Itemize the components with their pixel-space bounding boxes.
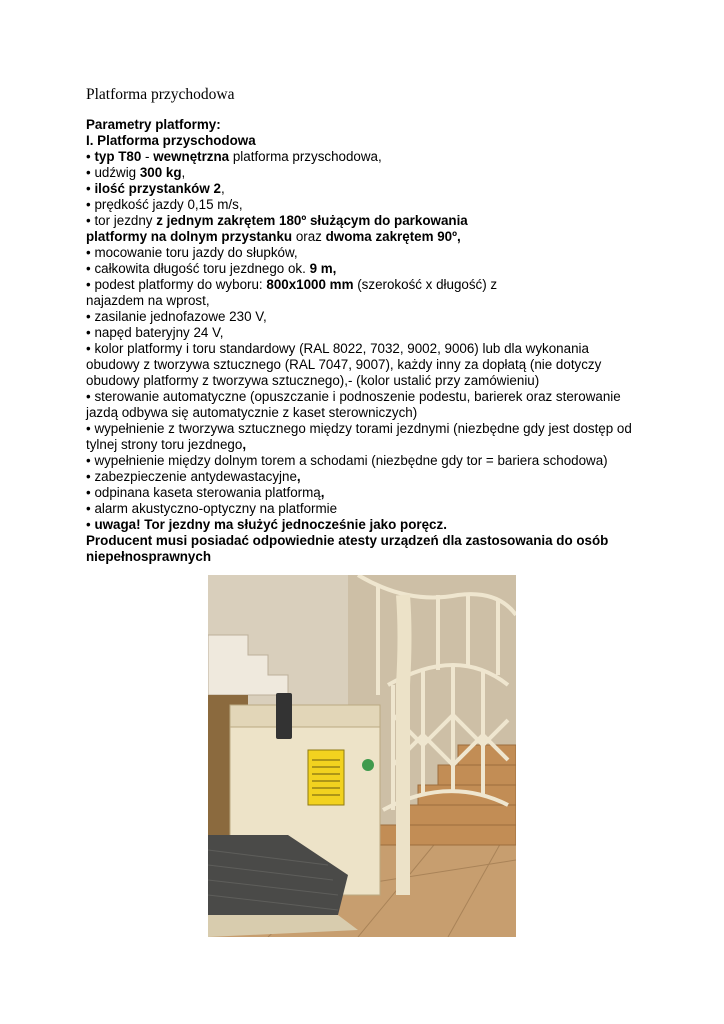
list-item-mounting: • mocowanie toru jazdy do słupków, bbox=[86, 245, 298, 260]
list-item-infill-stairs: • wypełnienie między dolnym torem a schodami (niezbędne gdy tor = bariera schodowa) bbox=[86, 453, 608, 468]
list-item-color: • kolor platformy i toru standardowy (RAL 8022, 7032, 9002, 9006) lub dla wykonania obudowy z tworzywa sztucznego (RAL 7047, 9007), każdy inny za dopłatą (nie dotyczy obudowy platformy z tworzywa sztucznego),- (kolor ustalić przy zamówieniu) bbox=[86, 341, 602, 388]
list-item-stops: • ilość przystanków 2, bbox=[86, 181, 225, 196]
list-item-power: • zasilanie jednofazowe 230 V, bbox=[86, 309, 267, 324]
list-item-vandal-protection: • zabezpieczenie antydewastacyjne, bbox=[86, 469, 301, 484]
list-item-infill-tracks: • wypełnienie z tworzywa sztucznego między torami jezdnymi (niezbędne gdy jest dostęp od tylnej strony toru jezdnego, bbox=[86, 421, 632, 452]
list-item-control-box: • odpinana kaseta sterowania platformą, bbox=[86, 485, 325, 500]
list-item-type: • typ T80 - wewnętrzna platforma przyschodowa, bbox=[86, 149, 382, 164]
list-item-drive: • napęd bateryjny 24 V, bbox=[86, 325, 224, 340]
list-item-track-continued: platformy na dolnym przystanku oraz dwoma zakrętem 90º, bbox=[86, 229, 461, 244]
parameters-section bbox=[86, 117, 646, 565]
list-item-platform-size: • podest platformy do wyboru: 800x1000 mm (szerokość x długość) z bbox=[86, 277, 498, 292]
parameters-heading: Parametry platformy: bbox=[86, 117, 221, 132]
document-title: Platforma przychodowa bbox=[86, 86, 235, 103]
list-item-speed: • prędkość jazdy 0,15 m/s, bbox=[86, 197, 243, 212]
list-item-capacity: • udźwig 300 kg, bbox=[86, 165, 186, 180]
producer-note: Producent musi posiadać odpowiednie atesty urządzeń dla zastosowania do osób niepełnosprawnych bbox=[86, 533, 609, 564]
stair-lift-photo bbox=[208, 575, 516, 937]
list-item-control: • sterowanie automatyczne (opuszczanie i podnoszenie podestu, barierek oraz sterowanie jazdą odbywa się automatycznie z kaset sterowniczych) bbox=[86, 389, 621, 420]
list-item-track: • tor jezdny z jednym zakrętem 180º służącym do parkowania bbox=[86, 213, 468, 228]
platform-subheading: I. Platforma przyschodowa bbox=[86, 133, 256, 148]
list-item-platform-size-continued: najazdem na wprost, bbox=[86, 293, 210, 308]
list-item-length: • całkowita długość toru jezdnego ok. 9 m, bbox=[86, 261, 337, 276]
list-item-alarm: • alarm akustyczno-optyczny na platformie bbox=[86, 501, 338, 516]
list-item-handrail-note: • uwaga! Tor jezdny ma służyć jednocześnie jako poręcz. bbox=[86, 517, 447, 532]
stair-lift-illustration bbox=[208, 575, 516, 937]
